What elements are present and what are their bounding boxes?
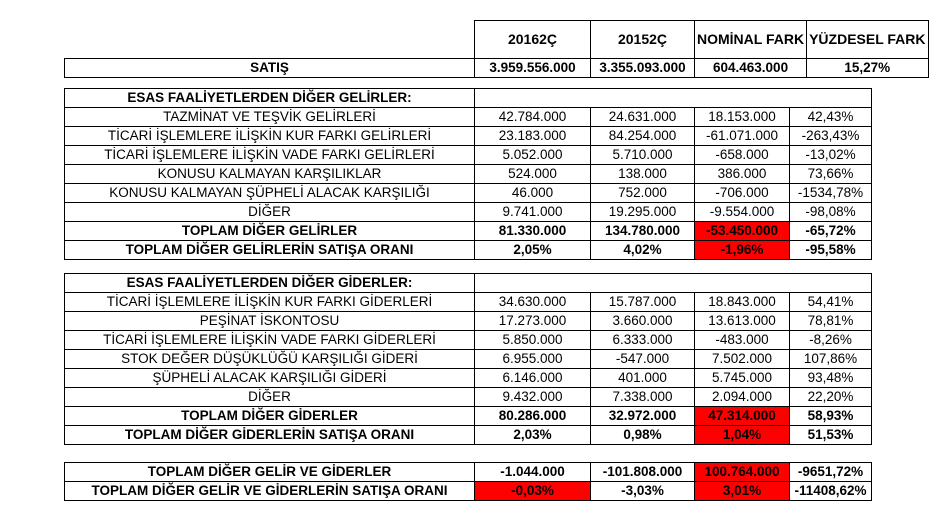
- cell-nominal-highlighted: -53.450.000: [695, 222, 790, 241]
- cell-2015q2: 84.254.000: [591, 127, 695, 146]
- cell-2015q2: -547.000: [591, 350, 695, 369]
- row-label: DİĞER: [65, 203, 475, 222]
- cell-2015q2: 134.780.000: [591, 222, 695, 241]
- section-header-row: [65, 89, 872, 108]
- cell-2015q2: 6.333.000: [591, 331, 695, 350]
- row-label: PEŞİNAT İSKONTOSU: [65, 312, 475, 331]
- cell-nominal: 18.843.000: [695, 293, 790, 312]
- cell-2015q2: 401.000: [591, 369, 695, 388]
- cell-2015q2: 3.660.000: [591, 312, 695, 331]
- cell-2015q2: 0,98%: [591, 426, 695, 445]
- cell-2015q2: 5.710.000: [591, 146, 695, 165]
- cell-percent: -95,58%: [790, 241, 872, 260]
- cell-percent: -263,43%: [790, 127, 872, 146]
- cell-percent: 73,66%: [790, 165, 872, 184]
- cell-percent: -8,26%: [790, 331, 872, 350]
- cell-2016q2: 23.183.000: [475, 127, 591, 146]
- cell-2015q2: -101.808.000: [591, 463, 695, 482]
- cell-2016q2: 6.146.000: [475, 369, 591, 388]
- table-row: [65, 331, 872, 350]
- expenses-ratio-row: [65, 426, 872, 445]
- table-row: [65, 388, 872, 407]
- table-row: [65, 369, 872, 388]
- cell-2016q2: 5.850.000: [475, 331, 591, 350]
- header-table: [64, 20, 929, 78]
- cell-nominal: 7.502.000: [695, 350, 790, 369]
- cell-2016q2: -1.044.000: [475, 463, 591, 482]
- row-label: TOPLAM DİĞER GİDERLERİN SATIŞA ORANI: [65, 426, 475, 445]
- expenses-total-row: [65, 407, 872, 426]
- table-row: [65, 293, 872, 312]
- cell-2016q2: 9.432.000: [475, 388, 591, 407]
- net-ratio-row: [65, 482, 872, 501]
- col-header-2016q2: 20162Ç: [475, 21, 591, 59]
- cell-percent: -13,02%: [790, 146, 872, 165]
- table-row: [65, 165, 872, 184]
- cell-2015q2: 7.338.000: [591, 388, 695, 407]
- cell-percent: 54,41%: [790, 293, 872, 312]
- row-label: TOPLAM DİĞER GELİRLERİN SATIŞA ORANI: [65, 241, 475, 260]
- cell-2016q2: 17.273.000: [475, 312, 591, 331]
- row-label: TİCARİ İŞLEMLERE İLİŞKİN VADE FARKI GİDERLERİ: [65, 331, 475, 350]
- row-label: TİCARİ İŞLEMLERE İLİŞKİN KUR FARKI GELİRLERİ: [65, 127, 475, 146]
- cell-percent: -9651,72%: [790, 463, 872, 482]
- income-total-row: [65, 222, 872, 241]
- col-header-nominal-diff: NOMİNAL FARK: [695, 21, 807, 59]
- col-header-percent-diff: YÜZDESEL FARK: [807, 21, 928, 59]
- cell-nominal: -61.071.000: [695, 127, 790, 146]
- cell-2015q2: 19.295.000: [591, 203, 695, 222]
- cell-2016q2: 46.000: [475, 184, 591, 203]
- row-label: DİĞER: [65, 388, 475, 407]
- cell-2015q2: 15.787.000: [591, 293, 695, 312]
- cell-2016q2: 6.955.000: [475, 350, 591, 369]
- row-label: STOK DEĞER DÜŞÜKLÜĞÜ KARŞILIĞI GİDERİ: [65, 350, 475, 369]
- income-section-title: ESAS FAALİYETLERDEN DİĞER GELİRLER:: [65, 89, 475, 108]
- cell-2015q2: 4,02%: [591, 241, 695, 260]
- table-row: [65, 312, 872, 331]
- row-label: ŞÜPHELİ ALACAK KARŞILIĞI GİDERİ: [65, 369, 475, 388]
- cell-percent: 107,86%: [790, 350, 872, 369]
- cell-percent: 58,93%: [790, 407, 872, 426]
- expenses-section-title: ESAS FAALİYETLERDEN DİĞER GİDERLER:: [65, 274, 475, 293]
- cell-2016q2: 524.000: [475, 165, 591, 184]
- col-header-2015q2: 20152Ç: [591, 21, 695, 59]
- expenses-table: [64, 273, 872, 445]
- cell-2016q2-highlighted: -0,03%: [475, 482, 591, 501]
- row-label: TOPLAM DİĞER GELİR VE GİDERLERİN SATIŞA ORANI: [65, 482, 475, 501]
- cell-percent: 78,81%: [790, 312, 872, 331]
- cell-2016q2: 3.959.556.000: [475, 59, 591, 78]
- cell-nominal-highlighted: -1,96%: [695, 241, 790, 260]
- column-header-row: [65, 21, 929, 59]
- cell-2016q2: 5.052.000: [475, 146, 591, 165]
- cell-2015q2: -3,03%: [591, 482, 695, 501]
- cell-2016q2: 81.330.000: [475, 222, 591, 241]
- cell-2016q2: 34.630.000: [475, 293, 591, 312]
- cell-nominal-highlighted: 3,01%: [695, 482, 790, 501]
- cell-percent: 93,48%: [790, 369, 872, 388]
- cell-2015q2: 3.355.093.000: [591, 59, 695, 78]
- sales-row: [65, 59, 929, 78]
- table-row: [65, 146, 872, 165]
- cell-2016q2: 80.286.000: [475, 407, 591, 426]
- table-row: [65, 108, 872, 127]
- row-label: TOPLAM DİĞER GİDERLER: [65, 407, 475, 426]
- row-label: TOPLAM DİĞER GELİRLER: [65, 222, 475, 241]
- table-row: [65, 350, 872, 369]
- cell-nominal: 604.463.000: [695, 59, 807, 78]
- cell-percent: 15,27%: [807, 59, 928, 78]
- cell-nominal: -483.000: [695, 331, 790, 350]
- row-label: TİCARİ İŞLEMLERE İLİŞKİN KUR FARKI GİDERLERİ: [65, 293, 475, 312]
- row-label: TİCARİ İŞLEMLERE İLİŞKİN VADE FARKI GELİRLERİ: [65, 146, 475, 165]
- table-row: [65, 127, 872, 146]
- cell-nominal: -658.000: [695, 146, 790, 165]
- table-row: [65, 184, 872, 203]
- cell-percent: 51,53%: [790, 426, 872, 445]
- cell-2016q2: 42.784.000: [475, 108, 591, 127]
- cell-nominal: -9.554.000: [695, 203, 790, 222]
- table-row: [65, 203, 872, 222]
- cell-2015q2: 752.000: [591, 184, 695, 203]
- row-label: KONUSU KALMAYAN ŞÜPHELİ ALACAK KARŞILIĞI: [65, 184, 475, 203]
- row-label: TAZMİNAT VE TEŞVİK GELİRLERİ: [65, 108, 475, 127]
- cell-2016q2: 2,03%: [475, 426, 591, 445]
- row-label: KONUSU KALMAYAN KARŞILIKLAR: [65, 165, 475, 184]
- row-label: TOPLAM DİĞER GELİR VE GİDERLER: [65, 463, 475, 482]
- cell-nominal-highlighted: 1,04%: [695, 426, 790, 445]
- income-table: [64, 88, 872, 260]
- cell-nominal: 13.613.000: [695, 312, 790, 331]
- cell-percent: -1534,78%: [790, 184, 872, 203]
- section-header-row: [65, 274, 872, 293]
- cell-2015q2: 138.000: [591, 165, 695, 184]
- cell-percent: 22,20%: [790, 388, 872, 407]
- net-table: [64, 462, 872, 501]
- cell-nominal-highlighted: 47.314.000: [695, 407, 790, 426]
- net-total-row: [65, 463, 872, 482]
- cell-nominal: 5.745.000: [695, 369, 790, 388]
- cell-percent: -98,08%: [790, 203, 872, 222]
- header-blank: [65, 21, 475, 59]
- cell-nominal: 2.094.000: [695, 388, 790, 407]
- cell-2016q2: 2,05%: [475, 241, 591, 260]
- cell-percent: -11408,62%: [790, 482, 872, 501]
- cell-2015q2: 24.631.000: [591, 108, 695, 127]
- cell-2016q2: 9.741.000: [475, 203, 591, 222]
- cell-nominal-highlighted: 100.764.000: [695, 463, 790, 482]
- cell-nominal: -706.000: [695, 184, 790, 203]
- cell-percent: 42,43%: [790, 108, 872, 127]
- cell-nominal: 18.153.000: [695, 108, 790, 127]
- cell-percent: -65,72%: [790, 222, 872, 241]
- cell-nominal: 386.000: [695, 165, 790, 184]
- row-label: SATIŞ: [65, 59, 475, 78]
- cell-2015q2: 32.972.000: [591, 407, 695, 426]
- income-ratio-row: [65, 241, 872, 260]
